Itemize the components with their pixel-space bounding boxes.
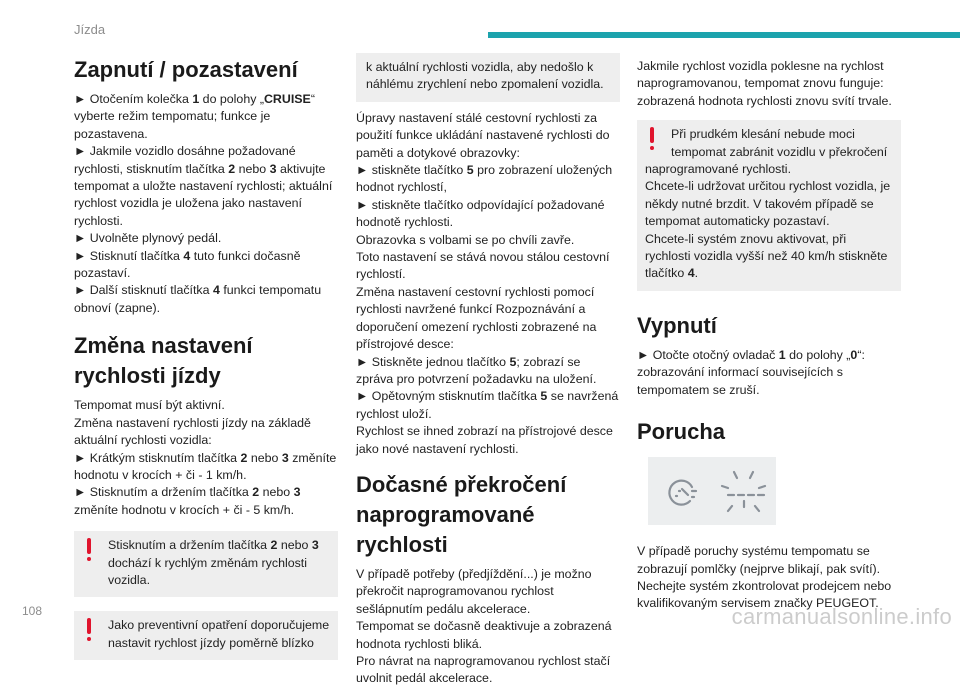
warning-text-3a: Při prudkém klesání nebude moci tempomat zabránit vozidlu v překročení bbox=[671, 127, 888, 159]
warning-box-1 bbox=[74, 531, 338, 597]
warning-box-continued bbox=[356, 53, 620, 102]
paragraph-resume: Jakmile rychlost vozidla poklesne na rychlost naprogramovanou, tempomat znovu funguje: zobrazená hodnota rychlosti znovu svítí trvale. bbox=[637, 59, 892, 108]
heading-temporary-exceed: Dočasné překročení naprogramované rychlosti bbox=[356, 471, 567, 557]
paragraph-switch-off: ► Otočte otočný ovladač 1 do polohy „0“: zobrazování informací souvisejících s tempomatem se zruší. bbox=[637, 347, 865, 397]
warning-icon bbox=[85, 538, 93, 562]
column-2 bbox=[356, 53, 620, 688]
heading-switch-off: Vypnutí bbox=[637, 312, 717, 338]
paragraph-speed-change: Tempomat musí být aktivní. Změna nastavení rychlosti jízdy na základě aktuální rychlosti vozidla: ► Krátkým stisknutím tlačítka 2 nebo 3 změníte hodnotu v krocích + či - 1 km/h. ► Stisknutím a držením tlačítka 2 nebo 3 změníte hodnotu v krocích + či - 5 km/h. bbox=[74, 398, 337, 517]
heading-speed-change: Změna nastavení rychlosti jízdy bbox=[74, 333, 253, 389]
watermark: carmanualsonline.info bbox=[731, 604, 952, 629]
warning-box-2 bbox=[74, 611, 338, 660]
column-1 bbox=[74, 55, 338, 660]
warning-text-3b: naprogramované rychlosti. Chcete-li udržovat určitou rychlost vozidla, je někdy nutné brzdit. V takovém případě se tempomat automaticky pozastaví. Chcete-li systém znovu aktivovat, při rychlosti vozidla vyšší než 40 km/h stiskněte tlačítko 4. bbox=[645, 162, 891, 281]
cruise-control-fault-icon bbox=[648, 457, 776, 525]
warning-icon bbox=[85, 618, 93, 642]
paragraph-temporary-exceed: V případě potřeby (předjíždění...) je možno překročit naprogramovanou rychlost sešlápnutím pedálu akcelerace. Tempomat se dočasně deaktivuje a zobrazená hodnota rychlosti bliká. Pro návrat na naprogramovanou rychlost stačí uvolnit pedál akcelerace. bbox=[356, 566, 612, 686]
paragraph-switch-on: ► Otočením kolečka 1 do polohy „CRUISE“ vyberte režim tempomatu; funkce je pozastavena. ► Jakmile vozidlo dosáhne požadované rychlosti, stisknutím tlačítka 2 nebo 3 aktivujte tempomat a uložte nastavení rychlosti; aktuální rychlost vozidla je uložena jako nastavení rychlosti. ► Uvolněte plynový pedál. ► Stisknutí tlačítka 4 tuto funkci dočasně pozastaví. ► Další stisknutí tlačítka 4 funkci tempomatu obnoví (zapne). bbox=[74, 92, 333, 315]
header-accent-bar bbox=[488, 32, 960, 38]
warning-icon bbox=[648, 127, 656, 151]
page-number: 108 bbox=[22, 604, 43, 618]
heading-switch-on: Zapnutí / pozastavení bbox=[74, 57, 298, 82]
paragraph-fault: V případě poruchy systému tempomatu se zobrazují pomlčky (nejprve blikají, pak svítí). Nechejte systém zkontrolovat prodejcem nebo kvalifikovaným servisem značky PEUGEOT. bbox=[637, 544, 892, 611]
warning-text-1: Stisknutím a držením tlačítka 2 nebo 3 dochází k rychlým změnám rychlosti vozidla. bbox=[108, 538, 319, 587]
warning-text-2: Jako preventivní opatření doporučujeme nastavit rychlost jízdy poměrně blízko bbox=[108, 618, 330, 650]
warning-box-3 bbox=[637, 120, 901, 291]
paragraph-memory-adjust: Úpravy nastavení stálé cestovní rychlosti za použití funkce ukládání nastavené rychlosti do paměti a dotykové obrazovky: ► stiskněte tlačítko 5 pro zobrazení uložených hodnot rychlostí, ► stiskněte tlačítko odpovídající požadované hodnotě rychlosti. Obrazovka s volbami se po chvíli zavře. Toto nastavení se stává novou stálou cestovní rychlostí. Změna nastavení cestovní rychlosti pomocí rychlosti navržené funkcí Rozpoznávání a doporučení omezení rychlosti zobrazené na přístrojové desce: ► Stiskněte jednou tlačítko 5; zobrazí se zpráva pro potvrzení požadavku na uložení. ► Opětovným stisknutím tlačítka 5 se navržená rychlost uloží. Rychlost se ihned zobrazí na přístrojové desce jako nové nastavení rychlosti. bbox=[356, 110, 619, 456]
warning-text-continued: k aktuální rychlosti vozidla, aby nedošlo k náhlému zrychlení nebo zpomalení vozidla. bbox=[366, 60, 604, 92]
heading-fault: Porucha bbox=[637, 419, 726, 445]
section-title: Jízda bbox=[74, 22, 106, 37]
column-3 bbox=[637, 58, 901, 613]
